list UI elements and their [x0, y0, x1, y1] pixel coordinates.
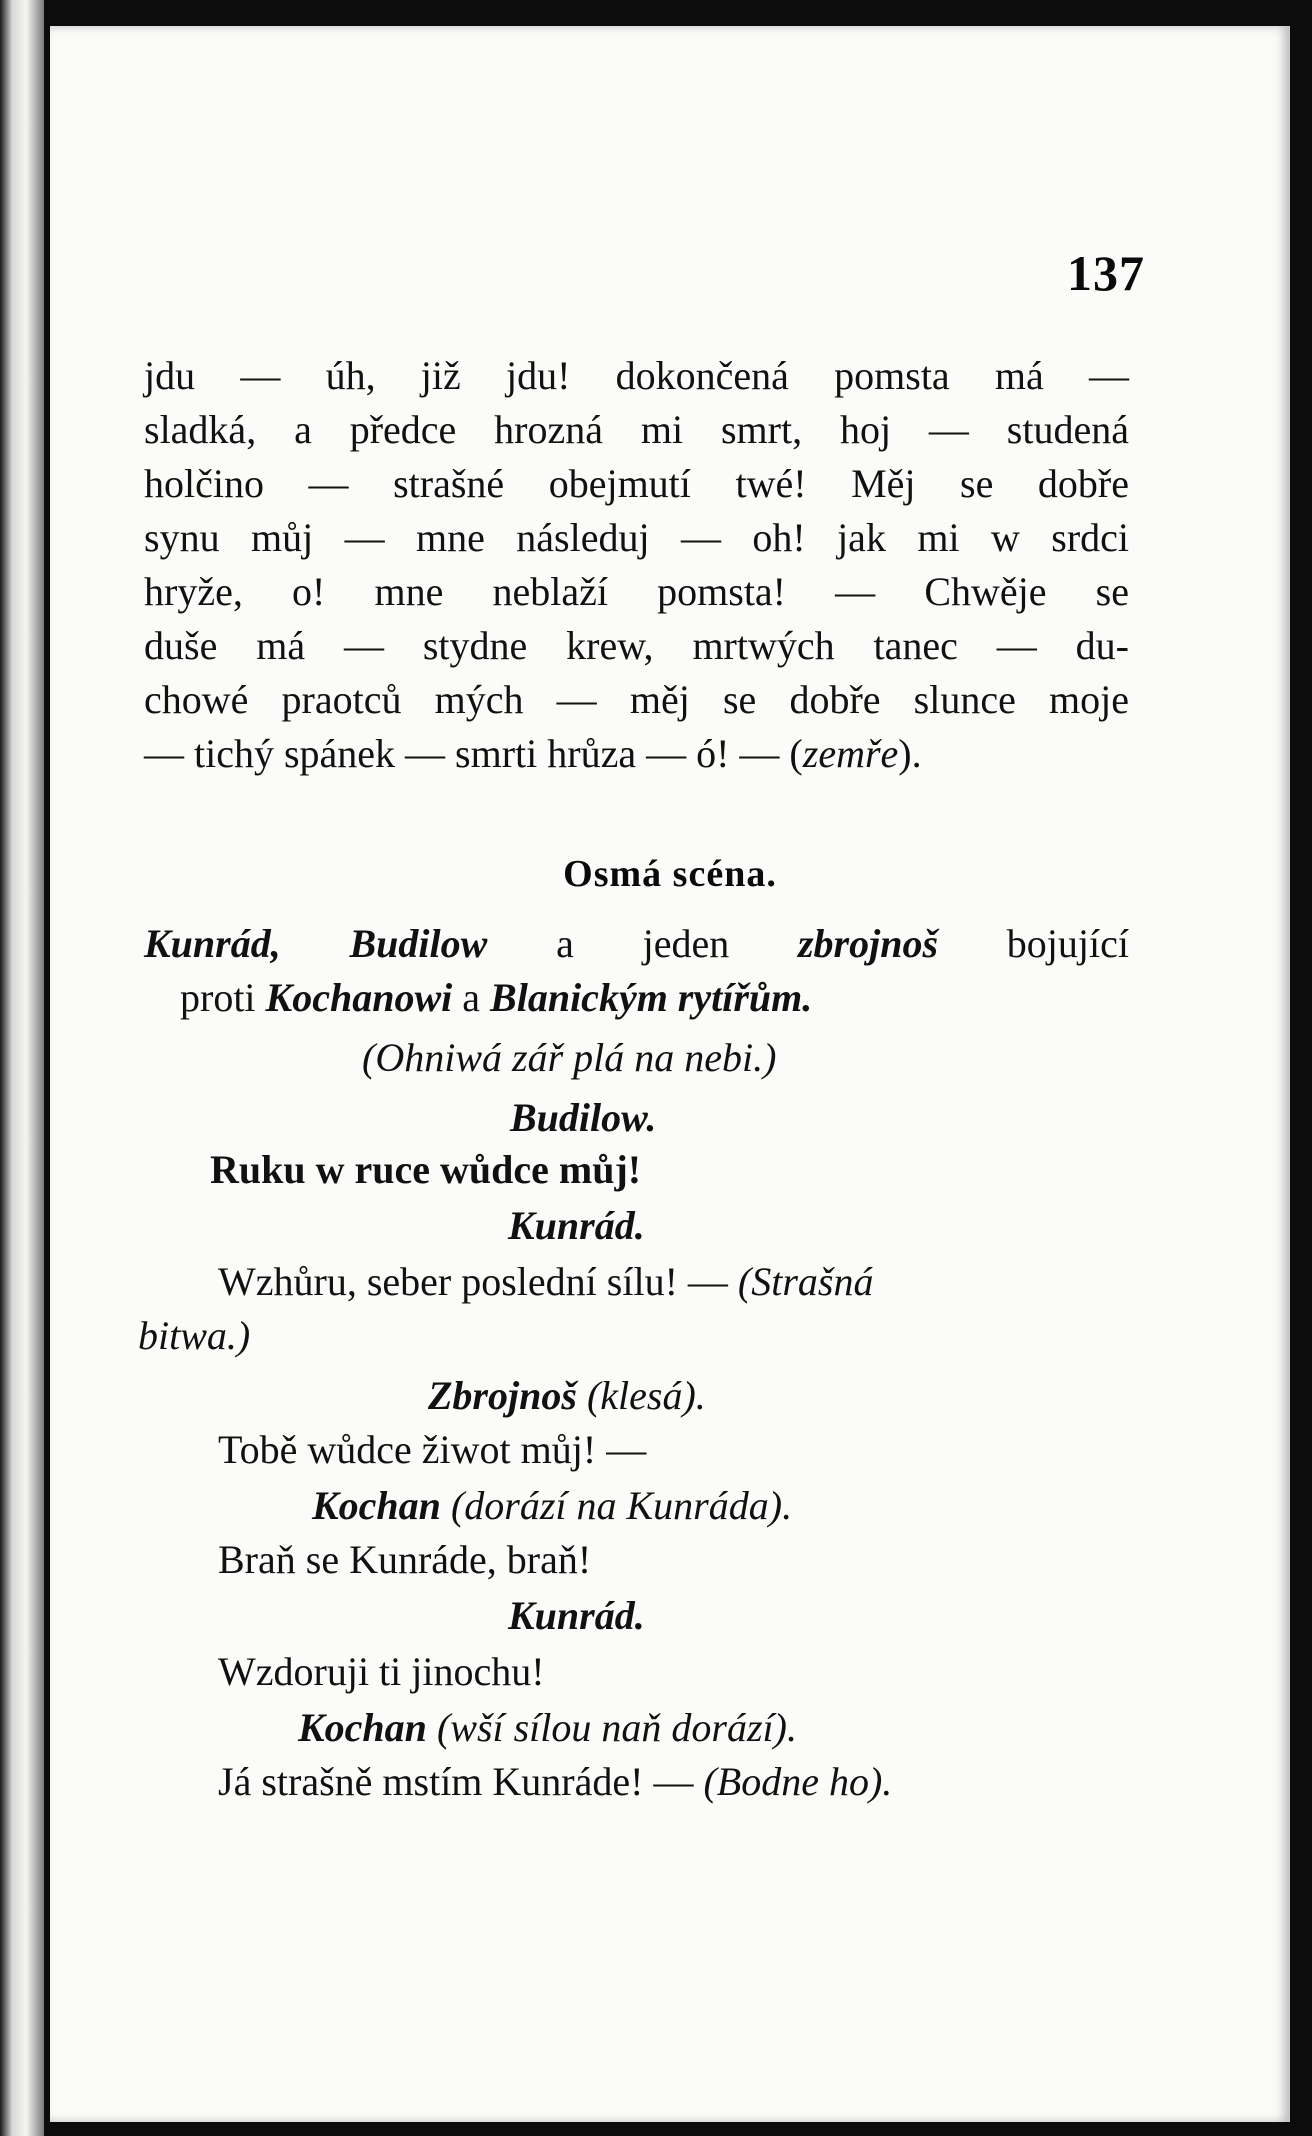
speaker-budilow: Budilow. [510, 1095, 657, 1140]
scene-title: Osmá scéna. [563, 853, 777, 895]
cast-kunrad-budilow: Kunrád, Budilow [144, 921, 488, 966]
speaker-kunrad-2: Kunrád. [508, 1593, 645, 1638]
line-zbrojnos: Tobě wůdce žiwot můj! — [218, 1427, 647, 1472]
speaker-kochan-2: Kochan [298, 1705, 427, 1750]
book-page [50, 26, 1290, 2122]
line-kunrad-2: Wzdoruji ti jinochu! [218, 1649, 545, 1694]
narrative-line-8-text: — tichý spánek — smrti hrůza — ó! — ( [144, 731, 803, 776]
cast-blanicky-knights: Blanickým rytířům. [490, 975, 813, 1020]
narrative-line-1: jdu — úh, již jdu! dokončená pomsta má — [144, 353, 1129, 398]
line-kunrad-1-text: Wzhůru, seber poslední sílu! — [218, 1259, 738, 1304]
speaker-zbrojnos: Zbrojnoš [428, 1373, 577, 1418]
narrative-line-4: synu můj — mne následuj — oh! jak mi w srdci [144, 515, 1129, 560]
cast-fighting: bojující [938, 921, 1129, 966]
speaker-kochan-1: Kochan [312, 1483, 441, 1528]
cast-and: a [452, 975, 491, 1020]
speaker-kochan-2-direction: (wší sílou naň dorází). [426, 1705, 797, 1750]
narrative-line-3: holčino — strašné obejmutí twé! Měj se dobře [144, 461, 1129, 506]
stage-direction-zemre: zemře [802, 731, 899, 776]
cast-line-1 [144, 918, 1129, 970]
speaker-kunrad-1: Kunrád. [508, 1203, 645, 1248]
speaker-zbrojnos-direction: (klesá). [576, 1373, 706, 1418]
cast-line-2 [180, 972, 812, 1024]
cast-against: proti [180, 975, 266, 1020]
speaker-kochan-1-line [312, 1480, 792, 1532]
cast-kochanowi: Kochanowi [265, 975, 453, 1020]
narrative-line-7: chowé praotců mých — měj se dobře slunce moje [144, 677, 1129, 722]
line-kunrad-1-direction: (Strašná [737, 1259, 874, 1304]
narrative-line-8-close: ). [898, 731, 922, 776]
line-kochan-1: Braň se Kunráde, braň! [218, 1537, 592, 1582]
narrative-line-6: duše má — stydne krew, mrtwých tanec — du- [144, 623, 1129, 668]
speaker-kochan-1-direction: (dorází na Kunráda). [440, 1483, 793, 1528]
line-kochan-2 [218, 1756, 892, 1808]
page-number: 137 [1067, 245, 1145, 301]
line-kochan-2-direction: (Bodne ho). [703, 1759, 893, 1804]
narrative-line-5: hryže, o! mne neblaží pomsta! — Chwěje se [144, 569, 1129, 614]
stage-direction-sky: (Ohniwá zář plá na nebi.) [362, 1035, 777, 1080]
narrative-line-8 [144, 728, 922, 780]
line-kunrad-1 [218, 1256, 873, 1308]
narrative-line-2: sladká, a předce hrozná mi smrt, hoj — studená [144, 407, 1129, 452]
speaker-kochan-2-line [298, 1702, 797, 1754]
book-gutter [0, 0, 44, 2136]
speaker-zbrojnos-line [428, 1370, 706, 1422]
cast-zbrojnos: zbrojnoš [797, 921, 939, 966]
line-kochan-2-text: Já strašně mstím Kunráde! — [218, 1759, 704, 1804]
cast-and-one: a jeden [487, 921, 798, 966]
line-kunrad-1-cont: bitwa.) [138, 1313, 251, 1358]
line-budilow: Ruku w ruce wůdce můj! [210, 1147, 642, 1192]
